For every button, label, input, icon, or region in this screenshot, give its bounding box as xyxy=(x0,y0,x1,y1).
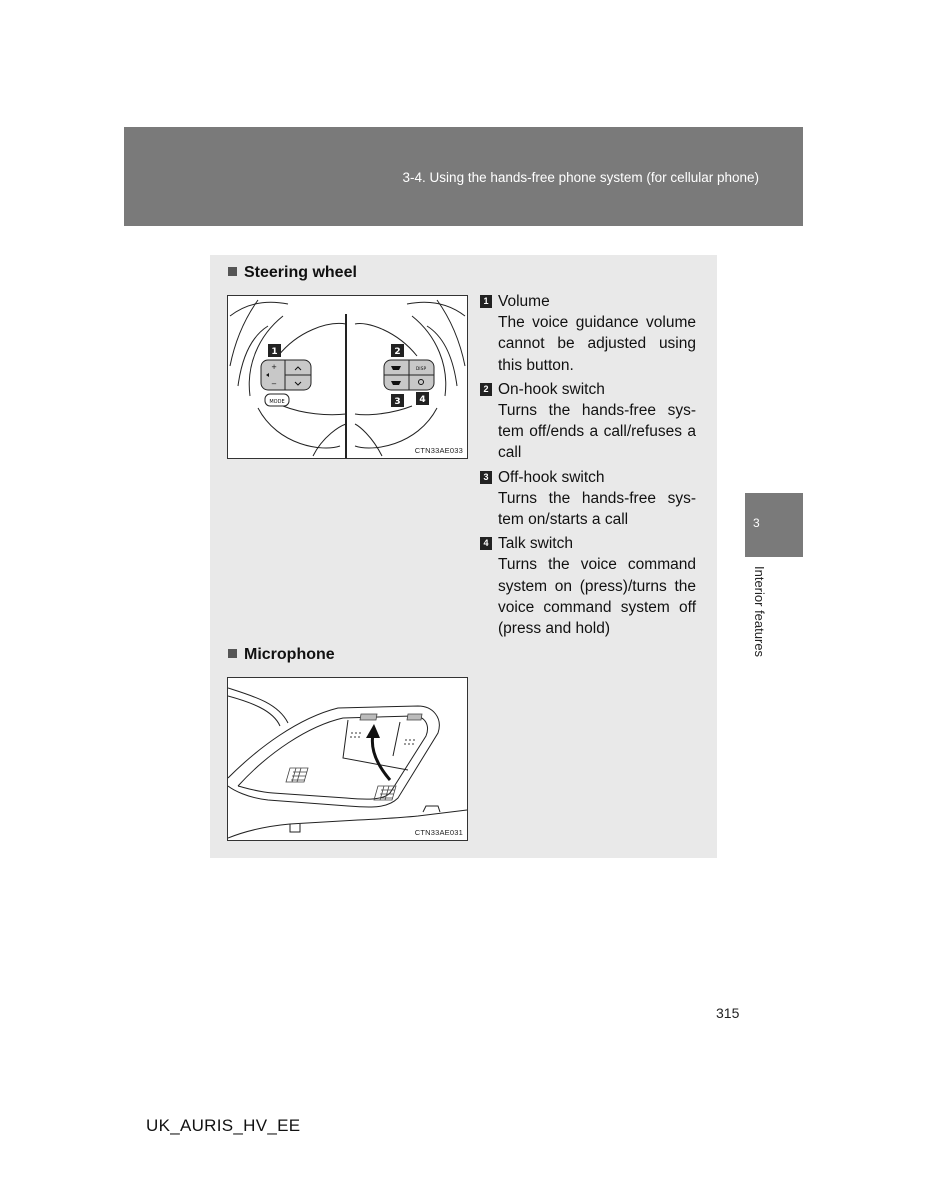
item-number: 1 xyxy=(480,295,492,308)
callout-3: 3 xyxy=(394,397,401,407)
chapter-title: 3-4. Using the hands-free phone system (for cellular phone) xyxy=(402,170,759,185)
page-number: 315 xyxy=(716,1005,740,1021)
svg-text:MODE: MODE xyxy=(269,399,285,405)
bullet-square-icon xyxy=(228,649,237,658)
item-title: On-hook switch xyxy=(498,380,605,398)
microphone-figure xyxy=(227,677,468,841)
item-title: Off-hook switch xyxy=(498,468,605,486)
callout-4: 4 xyxy=(419,395,426,405)
steering-wheel-title: Steering wheel xyxy=(244,264,357,281)
switch-list xyxy=(480,291,696,642)
item-description: Turns the hands-free sys-tem off/ends a call/refuses a call xyxy=(498,402,696,462)
microphone-figure-code: CTN33AE031 xyxy=(414,828,463,837)
item-number: 4 xyxy=(480,537,492,550)
list-item xyxy=(480,379,696,464)
svg-text:DISP: DISP xyxy=(415,367,427,372)
steering-wheel-heading xyxy=(228,264,357,282)
list-item xyxy=(480,467,696,531)
item-description: Turns the voice command system on (press)/turns the voice command system off (press and hold) xyxy=(498,556,696,638)
item-title: Talk switch xyxy=(498,535,573,553)
list-item xyxy=(480,533,696,639)
list-item xyxy=(480,291,696,376)
microphone-title: Microphone xyxy=(244,646,335,663)
callout-1: 1 xyxy=(271,347,278,357)
chapter-header xyxy=(124,127,803,226)
item-number: 2 xyxy=(480,383,492,396)
microphone-illustration xyxy=(228,678,467,840)
bullet-square-icon xyxy=(228,267,237,276)
chapter-number: 3 xyxy=(753,516,760,530)
steering-wheel-figure xyxy=(227,295,468,459)
content-panel xyxy=(210,255,717,858)
item-title: Volume xyxy=(498,293,550,310)
document-code: UK_AURIS_HV_EE xyxy=(146,1116,301,1135)
steering-wheel-illustration xyxy=(228,296,467,458)
chapter-side-label: Interior features xyxy=(752,566,767,658)
chapter-side-tab xyxy=(745,493,803,557)
microphone-heading xyxy=(228,646,335,664)
left-switch-cluster xyxy=(261,360,311,406)
svg-text:+: + xyxy=(271,363,277,371)
item-description: The voice guidance volume cannot be adjusted using this button. xyxy=(498,314,696,374)
svg-text:−: − xyxy=(271,380,277,388)
callout-2: 2 xyxy=(394,347,401,357)
right-switch-cluster xyxy=(384,360,434,390)
item-description: Turns the hands-free sys-tem on/starts a call xyxy=(498,489,696,529)
item-number: 3 xyxy=(480,471,492,484)
steering-figure-code: CTN33AE033 xyxy=(414,446,463,455)
